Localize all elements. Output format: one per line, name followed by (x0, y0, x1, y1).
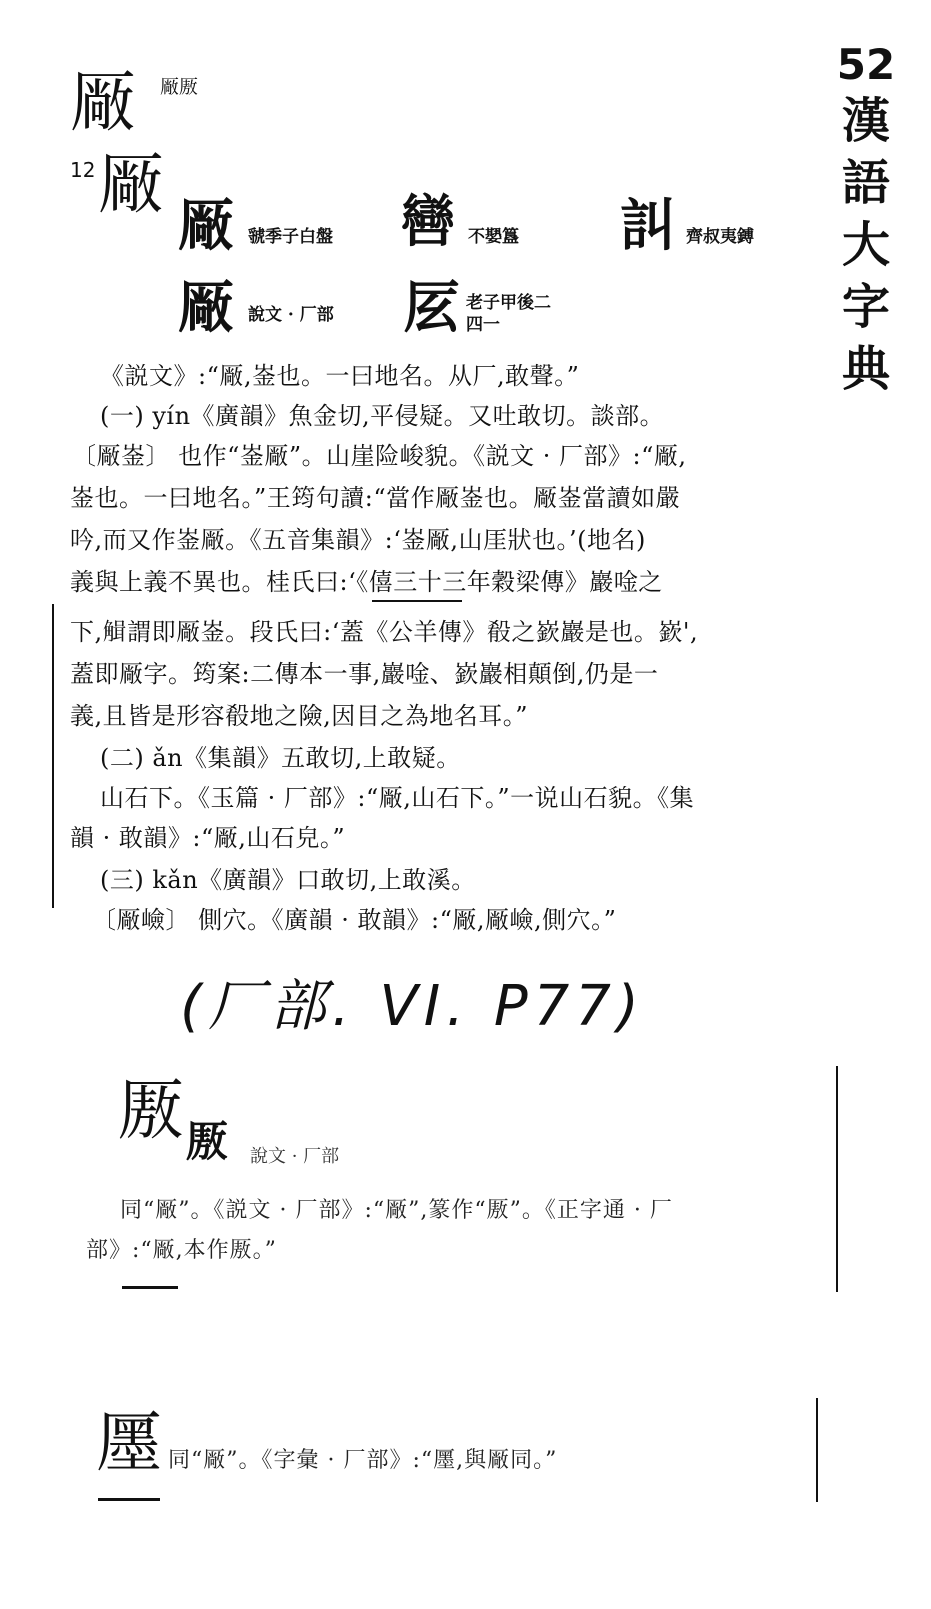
entry2-head-char: 厰 (98, 146, 164, 223)
margin-bracket (836, 1066, 838, 1292)
margin-bracket (816, 1398, 818, 1502)
glyph-source (466, 292, 551, 336)
glyph-source: 不𡢁簋 (468, 227, 519, 247)
seal-glyph: 厫 (186, 1117, 229, 1166)
ancient-glyph: 厰 (178, 193, 234, 259)
glyph-source: 齊叔夷鎛 (686, 227, 754, 247)
handwritten-note: (厂部. VI. P77) (180, 974, 645, 1039)
body-line: 部》:“厰,本作厫。” (86, 1238, 277, 1263)
body-line: 〔厰嶮〕 側穴。《廣韻 · 敢韻》:“厰,厰嶮,側穴。” (92, 906, 617, 934)
title-char: 語 (841, 155, 890, 211)
ancient-glyph: 㘘 (400, 189, 456, 255)
glyph-source: 虢季子白盤 (248, 227, 333, 247)
body-line: 韻 · 敢韻》:“厰,山石皃。” (70, 824, 346, 852)
title-char: 漢 (841, 93, 890, 149)
entry1-variants: 厰厫 (160, 76, 199, 98)
body-line: 《説文》:“厰,崟也。一曰地名。从厂,敢聲。” (100, 362, 580, 390)
body-line: (二) ǎn《集韻》五敢切,上敢疑。 (100, 744, 461, 772)
cut-mark (98, 1498, 160, 1501)
title-char: 典 (841, 341, 890, 397)
cut-mark (122, 1286, 178, 1289)
body-line: (一) yín《廣韻》魚金切,平侵疑。又吐敢切。談部。 (100, 402, 665, 430)
overline-mark (372, 600, 462, 602)
title-char: 字 (841, 279, 890, 335)
body-line: 義,且皆是形容殽地之險,因目之為地名耳。” (70, 702, 529, 730)
margin-bracket (52, 604, 54, 908)
body-line: 下,𧤏謂即厰崟。段氏曰:‘蓋《公羊傳》殽之嶔巖是也。嶔', (70, 618, 699, 646)
body-line: 義與上義不異也。桂氏曰:‘《僖三十三年穀梁傳》巖唫之 (70, 568, 663, 596)
glyph-source-line: 四一 (466, 315, 500, 335)
stroke-count: 12 (70, 158, 96, 182)
body-line: 蓋即厰字。筠案:二傳本一事,巖唫、嶔巖相顛倒,仍是一 (70, 660, 659, 688)
ancient-glyph: 厰 (178, 275, 234, 341)
entry4-body: 同“厰”。《字彙 · 厂部》:“㕓,與厰同。” (168, 1448, 558, 1473)
body-line: 同“厰”。《説文 · 厂部》:“厰”,篆作“厫”。《正字通 · 厂 (120, 1198, 673, 1223)
glyph-source: 說文 · 厂部 (250, 1146, 340, 1167)
page-number: 52 (836, 40, 896, 89)
title-char: 大 (841, 217, 890, 273)
glyph-source: 說文 · 厂部 (248, 305, 334, 325)
glyph-source-line: 老子甲後二 (466, 293, 551, 313)
entry4-head-char: 㕓 (96, 1404, 162, 1481)
body-line: (三) kǎn《廣韻》口敢切,上敢溪。 (100, 866, 476, 894)
dictionary-side-title (826, 40, 906, 400)
body-line: 〔厰崟〕 也作“崟厰”。山崖险峻貌。《説文 · 厂部》:“厰, (72, 442, 687, 470)
ancient-glyph: 訆 (620, 193, 676, 259)
entry3-head-char: 厫 (118, 1072, 184, 1149)
entry1-head-char: 厰 (70, 64, 136, 141)
body-line: 崟也。一曰地名。”王筠句讀:“當作厰崟也。厰崟當讀如嚴 (70, 484, 681, 512)
body-line: 吟,而又作崟厰。《五音集韻》:‘崟厰,山厓狀也。’(地名) (70, 526, 646, 554)
body-line: 山石下。《玉篇 · 厂部》:“厰,山石下。”一说山石貌。《集 (100, 784, 695, 812)
ancient-glyph: 㕄 (404, 275, 460, 341)
